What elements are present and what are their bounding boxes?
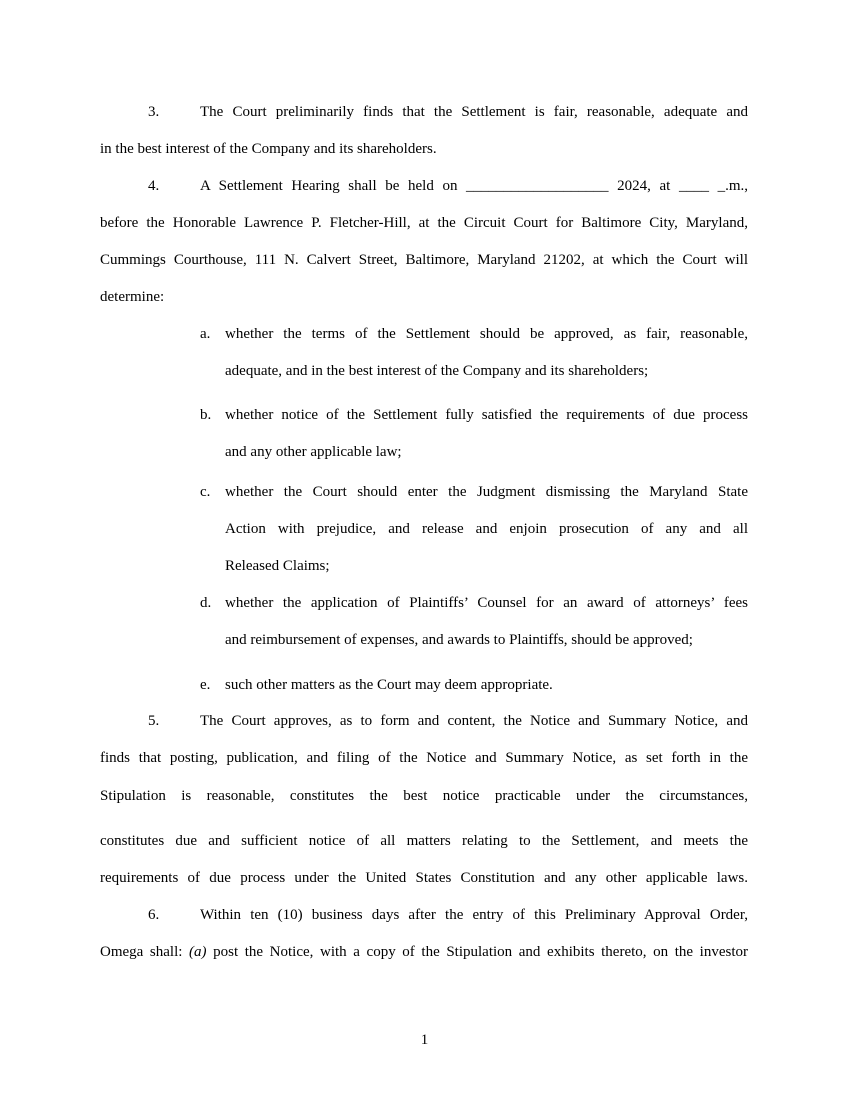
text-line: such other matters as the Court may deem appropriate. (225, 677, 553, 693)
text-line: constitutes due and sufficient notice of all matters relating to the Settlement, and meets the (100, 833, 748, 849)
text-line: finds that posting, publication, and filing of the Notice and Summary Notice, as set forth in the (100, 750, 748, 766)
text-line: determine: (100, 289, 165, 305)
text-segment: Omega shall: (100, 944, 190, 960)
text-line: The Court preliminarily finds that the Settlement is fair, reasonable, adequate and (200, 104, 748, 120)
italic-clause-label: (a) (189, 944, 207, 960)
item-letter: b. (200, 407, 212, 423)
text-line: and any other applicable law; (225, 444, 402, 460)
text-line: whether notice of the Settlement fully satisfied the requirements of due process (225, 407, 748, 423)
text-line: in the best interest of the Company and its shareholders. (100, 141, 437, 157)
text-line: before the Honorable Lawrence P. Fletcher-Hill, at the Circuit Court for Baltimore City, Maryland, (100, 215, 748, 231)
item-letter: e. (200, 677, 211, 693)
text-line: whether the terms of the Settlement should be approved, as fair, reasonable, (225, 326, 748, 342)
item-letter: d. (200, 595, 212, 611)
text-line: and reimbursement of expenses, and awards to Plaintiffs, should be approved; (225, 632, 693, 648)
text-line: adequate, and in the best interest of the Company and its shareholders; (225, 363, 649, 379)
item-letter: c. (200, 484, 211, 500)
page-number: 1 (420, 1032, 429, 1048)
text-segment: post the Notice, with a copy of the Stipulation and exhibits thereto, on the investor (206, 944, 748, 960)
text-line: Within ten (10) business days after the entry of this Preliminary Approval Order, (200, 907, 748, 923)
text-line: Stipulation is reasonable, constitutes the best notice practicable under the circumstances, (100, 788, 748, 804)
text-line: whether the application of Plaintiffs’ Counsel for an award of attorneys’ fees (225, 595, 748, 611)
text-line: Action with prejudice, and release and enjoin prosecution of any and all (225, 521, 748, 537)
item-letter: a. (200, 326, 211, 342)
text-line: A Settlement Hearing shall be held on ___________________ 2024, at ____ _.m., (200, 178, 748, 194)
paragraph-number: 5. (148, 713, 160, 729)
text-line: Released Claims; (225, 558, 330, 574)
text-line: whether the Court should enter the Judgment dismissing the Maryland State (225, 484, 748, 500)
text-line: Cummings Courthouse, 111 N. Calvert Street, Baltimore, Maryland 21202, at which the Court will (100, 252, 748, 268)
paragraph-number: 3. (148, 104, 160, 120)
paragraph-number: 6. (148, 907, 160, 923)
paragraph-number: 4. (148, 178, 160, 194)
text-line (100, 942, 748, 962)
text-line: The Court approves, as to form and content, the Notice and Summary Notice, and (200, 713, 748, 729)
text-line: requirements of due process under the United States Constitution and any other applicable laws. (100, 870, 748, 886)
